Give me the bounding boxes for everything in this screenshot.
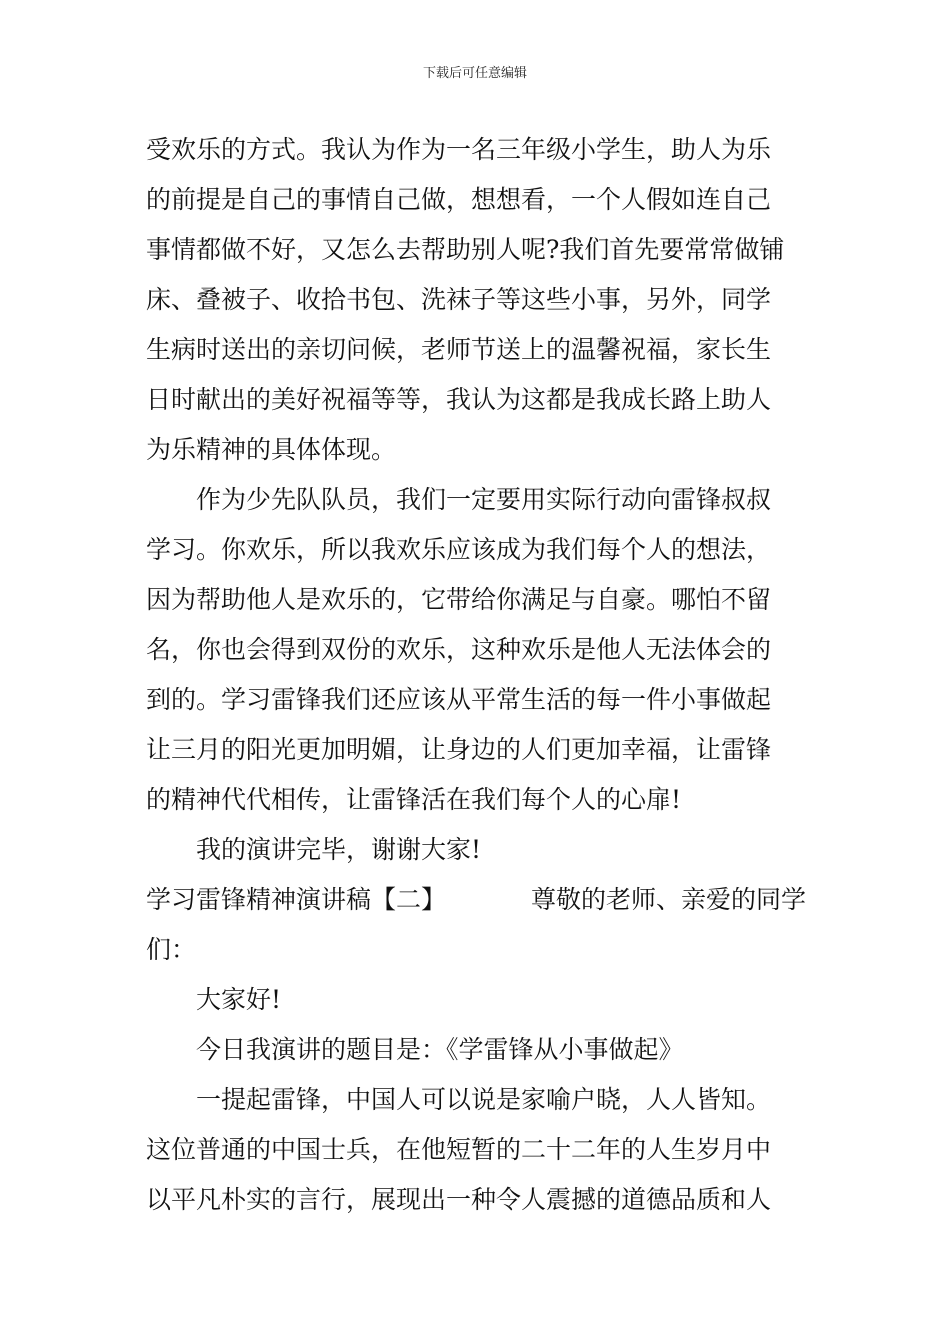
paragraph-line: 这位普通的中国士兵，在他短暂的二十二年的人生岁月中 [146, 1135, 772, 1164]
paragraph-line: 生病时送出的亲切问候，老师节送上的温馨祝福，家长生 [146, 335, 772, 364]
paragraph-line: 事情都做不好，又怎么去帮助别人呢?我们首先要常常做铺 [146, 235, 785, 264]
topic-line: 今日我演讲的题目是：《学雷锋从小事做起》 [196, 1035, 684, 1064]
closing-line: 我的演讲完毕，谢谢大家! [196, 835, 482, 864]
paragraph-line: 作为少先队队员，我们一定要用实际行动向雷锋叔叔 [196, 485, 772, 514]
paragraph-line: 的前提是自己的事情自己做，想想看，一个人假如连自己 [146, 185, 772, 214]
speech-two-heading [146, 875, 806, 925]
salutation: 尊敬的老师、亲爱的同学 [530, 885, 806, 914]
paragraph-line: 名，你也会得到双份的欢乐，这种欢乐是他人无法体会的 [146, 635, 772, 664]
paragraph-line: 的精神代代相传，让雷锋活在我们每个人的心扉! [146, 785, 682, 814]
section-title: 学习雷锋精神演讲稿【二】 [146, 885, 447, 914]
paragraph-line: 到的。学习雷锋我们还应该从平常生活的每一件小事做起 [146, 685, 772, 714]
salutation-continued: 们： [146, 935, 197, 964]
paragraph-line: 为乐精神的具体体现。 [146, 435, 397, 464]
paragraph-line: 一提起雷锋，中国人可以说是家喻户晓，人人皆知。 [196, 1085, 772, 1114]
paragraph-line: 床、叠被子、收拾书包、洗袜子等这些小事，另外，同学 [146, 285, 772, 314]
paragraph-line: 以平凡朴实的言行，展现出一种令人震撼的道德品质和人 [146, 1185, 772, 1214]
page-header: 下载后可任意编辑 [422, 66, 527, 81]
greeting-line: 大家好! [196, 985, 282, 1014]
paragraph-line: 日时献出的美好祝福等等，我认为这都是我成长路上助人 [146, 385, 772, 414]
paragraph-line: 因为帮助他人是欢乐的，它带给你满足与自豪。哪怕不留 [146, 585, 772, 614]
paragraph-line: 让三月的阳光更加明媚，让身边的人们更加幸福，让雷锋 [146, 735, 772, 764]
paragraph-line: 学习。你欢乐，所以我欢乐应该成为我们每个人的想法， [146, 535, 772, 564]
document-body [146, 125, 806, 1225]
paragraph-line: 受欢乐的方式。我认为作为一名三年级小学生，助人为乐 [146, 135, 772, 164]
